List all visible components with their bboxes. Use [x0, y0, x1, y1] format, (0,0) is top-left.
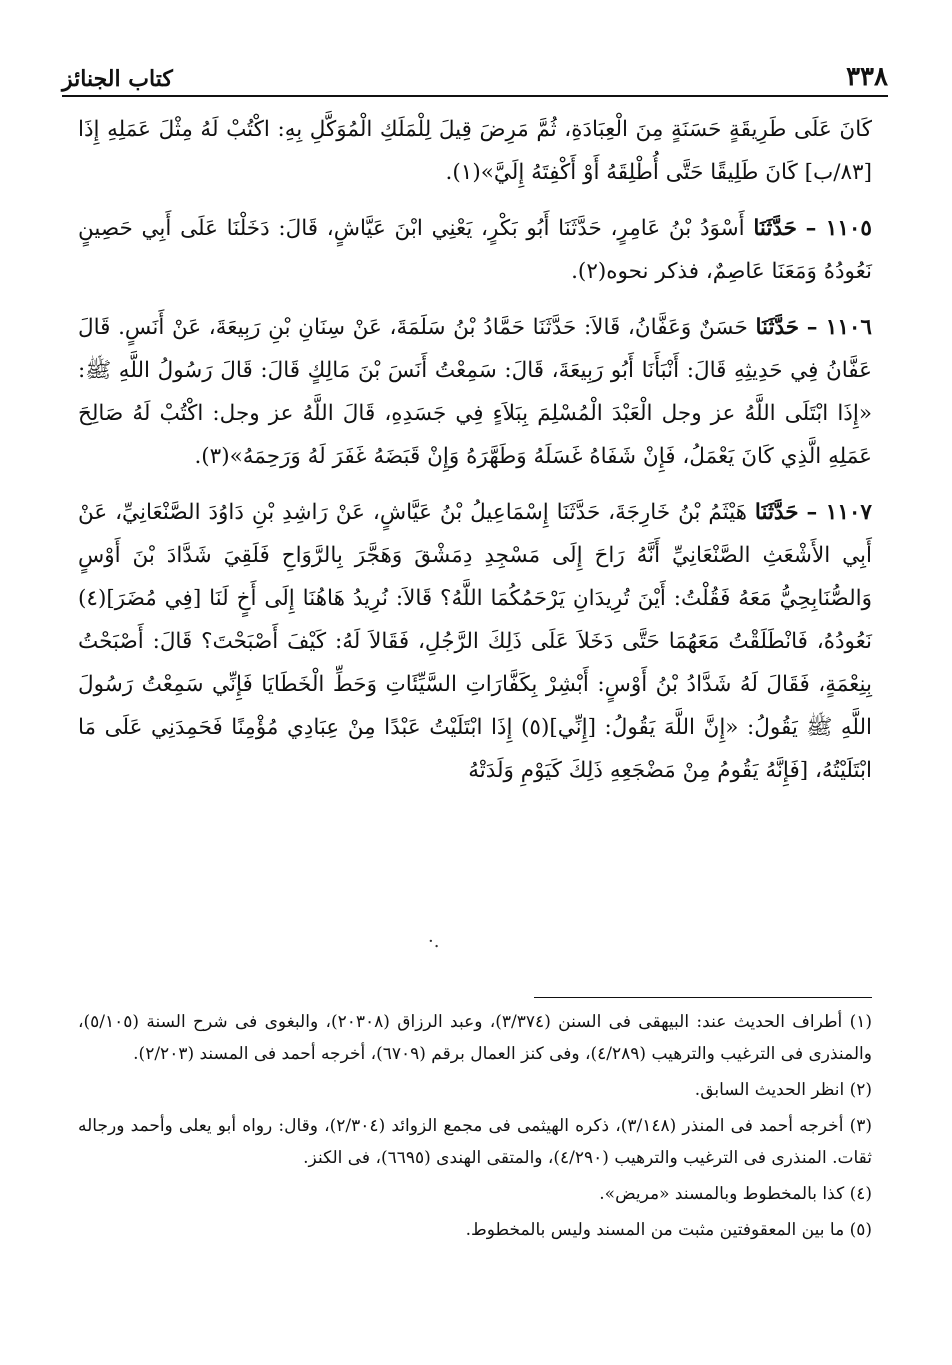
stray-dots-mark: ·. [428, 931, 440, 952]
hadith-number: ١١٠٦ – [806, 315, 872, 340]
hadith-text: هَيْثَمُ بْنُ خَارِجَةَ، حَدَّثَنَا إِسْمَاعِيلُ بْنُ عَيَّاشٍ، عَنْ رَاشِدِ بْنِ دَاوُدَ الصَّنْعَانِيِّ، عَنْ أَبِي الأَشْعَثِ الصَّنْعَانِيِّ أَنَّهُ رَاحَ إِلَى مَسْجِدِ دِمَشْقَ وَهَجَّرَ بِالرَّوَاحِ فَلَقِيَ شَدَّادَ بْنَ أَوْسٍ وَالصُّنَابِحِيُّ مَعَهُ فَقُلْتُ: أَيْنَ تُرِيدَانِ يَرْحَمُكُمَا اللَّهُ؟ قَالاَ: نُرِيدُ هَاهُنَا إِلَى أَخٍ لَنَا [فِي مُضَرَ](٤) نَعُودُهُ، فَانْطَلَقْتُ مَعَهُمَا حَتَّى دَخَلاَ عَلَى ذَلِكَ الرَّجُلِ، فَقَالاَ لَهُ: كَيْفَ أَصْبَحْتَ؟ قَالَ: أَصْبَحْتُ بِنِعْمَةٍ، فَقَالَ لَهُ شَدَّادُ بْنُ أَوْسٍ: أَبْشِرْ بِكَفَّارَاتِ السَّيِّئَاتِ وَحَطِّ الْخَطَايَا فَإِنِّي سَمِعْتُ رَسُولَ اللَّهِ ﷺ يَقُولُ: «إِنَّ اللَّهَ يَقُولُ: [إِنِّي](٥) إِذَا ابْتَلَيْتُ عَبْدًا مِنْ عِبَادِي مُؤْمِنًا فَحَمِدَنِي عَلَى مَا ابْتَلَيْتُهُ، [فَإِنَّهُ يَقُومُ مِنْ مَضْجَعِهِ ذَلِكَ كَيَوْمِ وَلَدَتْهُ [78, 500, 872, 783]
footnote-divider [534, 997, 872, 998]
footnote-4: (٤) كذا بالمخطوط وبالمسند «مريض». [599, 1184, 872, 1204]
footnote-5: (٥) ما بين المعقوفتين مثبت من المسند وليس بالمخطوط. [465, 1220, 872, 1240]
hadith-1107 [78, 491, 872, 792]
book-title: كتاب الجنائز [62, 66, 173, 92]
hadith-number: ١١٠٧ – [806, 500, 872, 525]
hadith-lead: حَدَّثَنَا [753, 216, 797, 241]
hadith-lead: حَدَّثَنَا [754, 500, 799, 525]
hadith-number: ١١٠٥ – [805, 216, 872, 241]
page-number: ٣٣٨ [846, 62, 888, 92]
main-text [78, 108, 872, 805]
hadith-text: حَسَنٌ وَعَفَّانُ، قَالاَ: حَدَّثَنَا حَمَّادُ بْنُ سَلَمَةَ، عَنْ سِنَانِ بْنِ رَبِيعَةَ، عَنْ أَنَسٍ. قَالَ عَفَّانُ فِي حَدِيثِهِ قَالَ: أَنْبَأَنَا أَبُو رَبِيعَةَ، قَالَ: سَمِعْتُ أَنَسَ بْنَ مَالِكٍ قَالَ: قَالَ رَسُولُ اللَّهِ ﷺ: «إِذَا ابْتَلَى اللَّهُ عز وجل الْعَبْدَ الْمُسْلِمَ بِبَلاَءٍ فِي جَسَدِهِ، قَالَ اللَّهُ عز وجل: اكْتُبْ لَهُ صَالِحَ عَمَلِهِ الَّذِي كَانَ يَعْمَلُ، فَإِنْ شَفَاهُ غَسَلَهُ وَطَهَّرَهُ وَإِنْ قَبَضَهُ غَفَرَ لَهُ وَرَحِمَهُ»(٣). [78, 315, 872, 469]
hadith-text: أَسْوَدُ بْنُ عَامِرٍ، حَدَّثَنَا أَبُو بَكْرٍ، يَعْنِي ابْنَ عَيَّاشٍ، قَالَ: دَخَلْنَا عَلَى أَبِي حَصِينٍ نَعُودُهُ وَمَعَنَا عَاصِمٌ، فذكر نحوه(٢). [78, 216, 872, 284]
footnote-2: (٢) انظر الحديث السابق. [694, 1080, 872, 1100]
hadith-1105 [78, 207, 872, 293]
hadith-lead: حَدَّثَنَا [755, 315, 800, 340]
page-header [62, 52, 888, 92]
header-divider [62, 95, 888, 97]
footnote-3: (٣) أخرجه أحمد فى المنذر (٣/١٤٨)، ذكره الهيثمى فى مجمع الزوائد (٢/٣٠٤)، وقال: رواه أبو يعلى وأحمد ورجاله ثقات. المنذرى فى الترغيب والترهيب (٤/٢٩٠)، والمتقى الهندى (٦٦٩٥)، فى الكنز. [78, 1116, 872, 1168]
paragraph-continuation [78, 108, 872, 194]
footnotes [78, 1006, 872, 1250]
paragraph-text: كَانَ عَلَى طَرِيقَةٍ حَسَنَةٍ مِنَ الْعِبَادَةِ، ثُمَّ مَرِضَ قِيلَ لِلْمَلَكِ الْمُوَكَّلِ بِهِ: اكْتُبْ لَهُ مِثْلَ عَمَلِهِ إِذَا [٨٣/ب] كَانَ طَلِيقًا حَتَّى أُطْلِقَهُ أَوْ أَكْفِتَهُ إِلَيَّ»(١). [78, 117, 872, 185]
footnote-1: (١) أطراف الحديث عند: البيهقى فى السنن (٣/٣٧٤)، وعبد الرزاق (٢٠٣٠٨)، والبغوى فى شرح السنة (٥/١٠٥)، والمنذرى فى الترغيب والترهيب (٤/٢٨٩)، وفى كنز العمال برقم (٦٧٠٩)، أخرجه أحمد فى المسند (٢/٢٠٣). [78, 1012, 873, 1064]
hadith-1106 [78, 306, 872, 478]
